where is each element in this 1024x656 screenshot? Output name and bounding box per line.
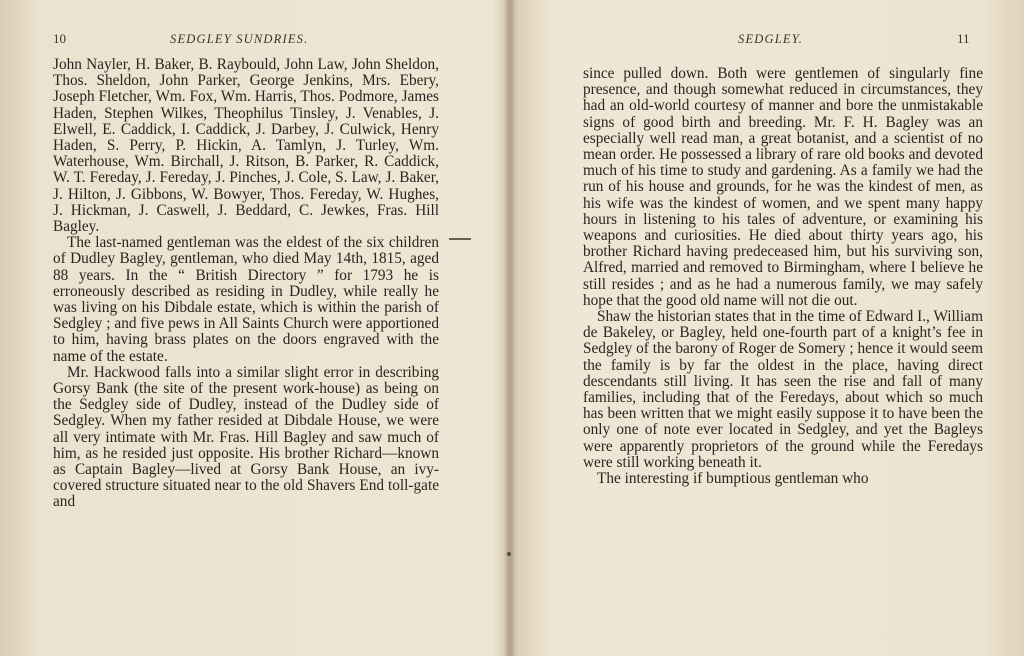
page-number-left: 10 [53, 31, 66, 46]
margin-pencil-mark [449, 238, 471, 240]
running-head-right: SEDGLEY. [738, 32, 804, 46]
left-page [0, 0, 506, 656]
right-page-text [583, 66, 983, 487]
paragraph: John Nayler, H. Baker, B. Raybould, John Law, John Sheldon, Thos. Sheldon, John Parker, George Jenkins, Mrs. Ebery, Joseph Fletcher, Wm. Fox, Wm. Harris, Thos. Podmore, James Haden, Stephen Wilkes, Theophilus Tinsley, J. Venables, J. Elwell, E. Caddick, I. Caddick, J. Darbey, J. Culwick, Henry Haden, S. Perry, P. Hickin, A. Tamlyn, J. Turley, Wm. Waterhouse, Wm. Birchall, J. Ritson, B. Parker, R. Caddick, W. T. Fereday, J. Fereday, J. Pinches, J. Cole, S. Law, J. Baker, J. Hilton, J. Gibbons, W. Bowyer, Thos. Fereday, W. Hughes, J. Hickman, J. Caswell, J. Beddard, C. Jewkes, Fras. Hill Bagley. [53, 56, 439, 236]
page-number-right: 11 [957, 31, 970, 46]
running-head-left: SEDGLEY SUNDRIES. [170, 32, 309, 46]
right-page [512, 0, 1024, 656]
paragraph: The last-named gentleman was the eldest of the six children of Dudley Bagley, gentleman, who died May 14th, 1815, aged 88 years. In the “ British Directory ” for 1793 he is erroneously described as residing in Dudley, while really he was living on his Dibdale estate, which is within the parish of Sedgley ; and five pews in All Saints Church were apportioned to him, having brass plates on the doors engraved with the name of the estate. [53, 234, 439, 365]
gutter-spot [507, 552, 511, 556]
paragraph: The interesting if bumptious gentleman who [597, 470, 869, 488]
paragraph: since pulled down. Both were gentlemen of singularly fine presence, and though somewhat reduced in circumstances, they had an old-world courtesy of manner and bore the unmistakable signs of good birth and breeding. Mr. F. H. Bagley was an especially well read man, a great botanist, and a scientist of no mean order. He possessed a library of rare old books and devoted much of his time to study and gardening. As a family we had the run of his house and grounds, for he was the kindest of men, as his wife was the kindest of women, and we spent many happy hours in listening to his tales of adventure, or examining his weapons and curiosities. He died about thirty years ago, his brother Richard having predeceased him, but his surviving son, Alfred, married and removed to Birmingham, where I believe he still resides ; and as he had a numerous family, we may safely hope that the good old name will not die out. [583, 65, 983, 309]
paragraph: Shaw the historian states that in the time of Edward I., William de Bakeley, or Bagley, held one-fourth part of a knight’s fee in Sedgley of the barony of Roger de Somery ; hence it would seem the family is by far the oldest in the place, having direct descendants still living. It has seen the rise and fall of many families, including that of the Feredays, about which so much has been written that we might easily suppose it to have been the only one of note ever located in Sedgley, and yet the Bagleys were apparently proprietors of the ground while the Feredays were still working beneath it. [583, 308, 983, 471]
left-page-text [53, 57, 439, 511]
paragraph: Mr. Hackwood falls into a similar slight error in describing Gorsy Bank (the site of the present work-house) as being on the Sedgley side of Dudley, instead of the Dudley side of Sedgley. When my father resided at Dibdale House, we were all very intimate with Mr. Fras. Hill Bagley and saw much of him, as he resided just opposite. His brother Richard—known as Captain Bagley—lived at Gorsy Bank House, an ivy-covered structure situated near to the old Shavers End toll-gate and [53, 363, 439, 511]
